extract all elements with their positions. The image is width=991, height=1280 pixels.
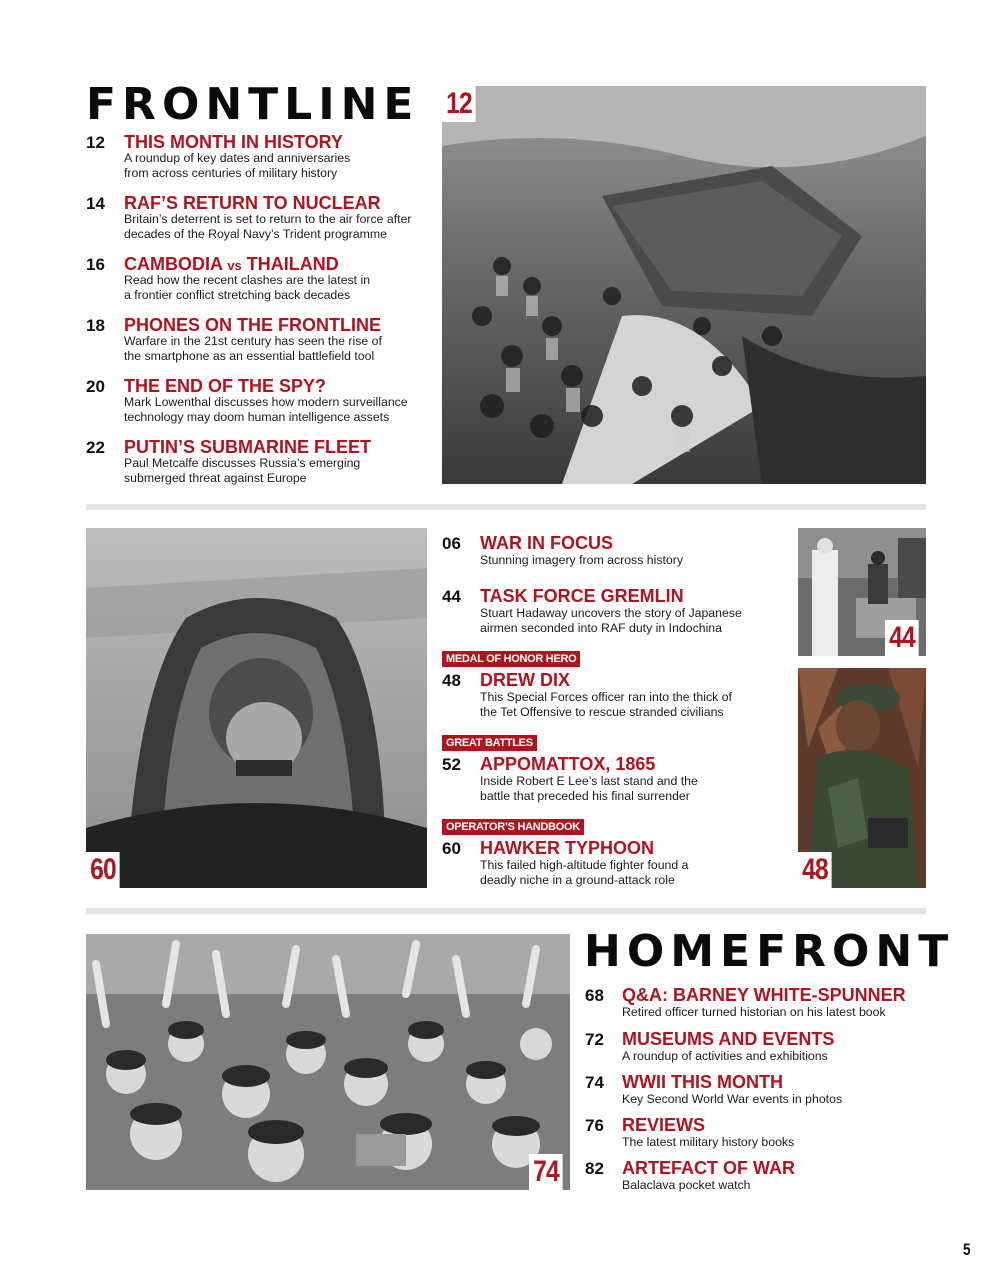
entry-title: TASK FORCE GREMLIN	[480, 586, 684, 606]
toc-entry[interactable]	[442, 755, 792, 805]
entry-description: Retired officer turned historian on his latest book	[622, 1005, 886, 1019]
entry-description: Inside Robert E Lee’s last stand and the	[480, 774, 698, 788]
entry-page-number: 68	[585, 986, 604, 1005]
entry-description: submerged threat against Europe	[124, 471, 307, 485]
entry-title: WAR IN FOCUS	[480, 533, 613, 553]
trench-soldiers-image	[442, 86, 926, 484]
category-tag: GREAT BATTLES	[442, 735, 537, 751]
toc-entry[interactable]	[86, 255, 436, 305]
entry-description: Paul Metcalfe discusses Russia’s emerging	[124, 456, 361, 470]
entry-title: PHONES ON THE FRONTLINE	[124, 315, 382, 335]
entry-description: A roundup of activities and exhibitions	[622, 1049, 828, 1063]
features-photo-pilot[interactable]	[86, 528, 427, 888]
entry-page-number: 74	[585, 1073, 604, 1092]
homefront-heading: HOMEFRONT	[584, 926, 955, 977]
entry-description: A roundup of key dates and anniversaries	[124, 151, 351, 165]
entry-title	[124, 254, 339, 275]
entry-title: PUTIN’S SUBMARINE FLEET	[124, 437, 372, 457]
entry-page-number: 14	[86, 194, 105, 213]
title-part: CAMBODIA	[124, 254, 228, 274]
toc-entry[interactable]	[442, 671, 792, 721]
entry-description: Warfare in the 21st century has seen the rise of	[124, 334, 382, 348]
entry-page-number: 72	[585, 1030, 604, 1049]
toc-entry[interactable]	[86, 438, 436, 488]
page-badge: 60	[86, 852, 120, 888]
homefront-photo[interactable]	[86, 934, 570, 1190]
entry-description: Read how the recent clashes are the latest in	[124, 273, 371, 287]
entry-description: the smartphone as an essential battlefield tool	[124, 349, 375, 363]
entry-title: MUSEUMS AND EVENTS	[622, 1029, 835, 1049]
frontline-heading: FRONTLINE	[86, 79, 420, 130]
toc-entry[interactable]	[585, 1116, 925, 1152]
entry-page-number: 76	[585, 1116, 604, 1135]
entry-description: decades of the Royal Navy’s Trident programme	[124, 227, 387, 241]
entry-page-number: 60	[442, 839, 461, 858]
entry-page-number: 48	[442, 671, 461, 690]
title-vs: vs	[227, 258, 242, 273]
entry-title: THE END OF THE SPY?	[124, 376, 327, 396]
crowd-celebration-image	[86, 934, 570, 1190]
entry-description: technology may doom human intelligence assets	[124, 410, 390, 424]
entry-page-number: 20	[86, 377, 105, 396]
page-badge: 48	[798, 852, 832, 888]
entry-page-number: 52	[442, 755, 461, 774]
page-badge: 44	[885, 620, 919, 656]
page-badge: 74	[529, 1154, 563, 1190]
entry-title: APPOMATTOX, 1865	[480, 754, 656, 774]
entry-description: This failed high-altitude fighter found a	[480, 858, 689, 872]
toc-entry[interactable]	[585, 1159, 925, 1195]
entry-description: Balaclava pocket watch	[622, 1178, 751, 1192]
features-photo-ceremony[interactable]	[798, 528, 926, 656]
toc-entry[interactable]	[86, 377, 436, 427]
toc-entry[interactable]	[86, 194, 436, 244]
features-photo-jungle[interactable]	[798, 668, 926, 888]
toc-entry[interactable]	[442, 839, 792, 889]
entry-description: battle that preceded his final surrender	[480, 789, 690, 803]
pilot-cockpit-image	[86, 528, 427, 888]
entry-description: Mark Lowenthal discusses how modern surveillance	[124, 395, 408, 409]
entry-description: This Special Forces officer ran into the thick of	[480, 690, 732, 704]
entry-description: Stuart Hadaway uncovers the story of Japanese	[480, 606, 742, 620]
entry-description: a frontier conflict stretching back decades	[124, 288, 351, 302]
entry-title: DREW DIX	[480, 670, 570, 690]
entry-page-number: 06	[442, 534, 461, 553]
entry-title: HAWKER TYPHOON	[480, 838, 655, 858]
toc-entry[interactable]	[86, 316, 436, 366]
section-divider	[86, 504, 926, 510]
toc-entry[interactable]	[585, 1073, 925, 1109]
entry-description: from across centuries of military history	[124, 166, 338, 180]
toc-entry[interactable]	[585, 1030, 925, 1066]
entry-title: THIS MONTH IN HISTORY	[124, 132, 344, 152]
entry-page-number: 18	[86, 316, 105, 335]
category-tag: OPERATOR’S HANDBOOK	[442, 819, 584, 835]
entry-page-number: 22	[86, 438, 105, 457]
category-tag: MEDAL OF HONOR HERO	[442, 651, 580, 667]
frontline-photo[interactable]	[442, 86, 926, 484]
entry-description: airmen seconded into RAF duty in Indochina	[480, 621, 722, 635]
entry-description: Key Second World War events in photos	[622, 1092, 843, 1106]
entry-description: the Tet Offensive to rescue stranded civilians	[480, 705, 724, 719]
entry-page-number: 12	[86, 133, 105, 152]
entry-title: ARTEFACT OF WAR	[622, 1158, 795, 1178]
toc-entry[interactable]	[585, 986, 925, 1022]
entry-description: Britain’s deterrent is set to return to the air force after	[124, 212, 412, 226]
entry-page-number: 82	[585, 1159, 604, 1178]
toc-entry[interactable]	[86, 133, 436, 183]
entry-title: RAF’S RETURN TO NUCLEAR	[124, 193, 381, 213]
section-divider	[86, 908, 926, 914]
entry-page-number: 44	[442, 587, 461, 606]
entry-title: WWII THIS MONTH	[622, 1072, 783, 1092]
entry-description: deadly niche in a ground-attack role	[480, 873, 675, 887]
title-part: THAILAND	[241, 254, 339, 274]
entry-page-number: 16	[86, 255, 105, 274]
entry-title: REVIEWS	[622, 1115, 706, 1135]
toc-entry[interactable]	[442, 534, 792, 570]
entry-description: Stunning imagery from across history	[480, 553, 683, 567]
toc-entry[interactable]	[442, 587, 792, 637]
entry-description: The latest military history books	[622, 1135, 795, 1149]
entry-title: Q&A: BARNEY WHITE-SPUNNER	[622, 985, 906, 1005]
page-badge: 12	[442, 86, 476, 122]
folio-page-number: 5	[962, 1240, 971, 1259]
